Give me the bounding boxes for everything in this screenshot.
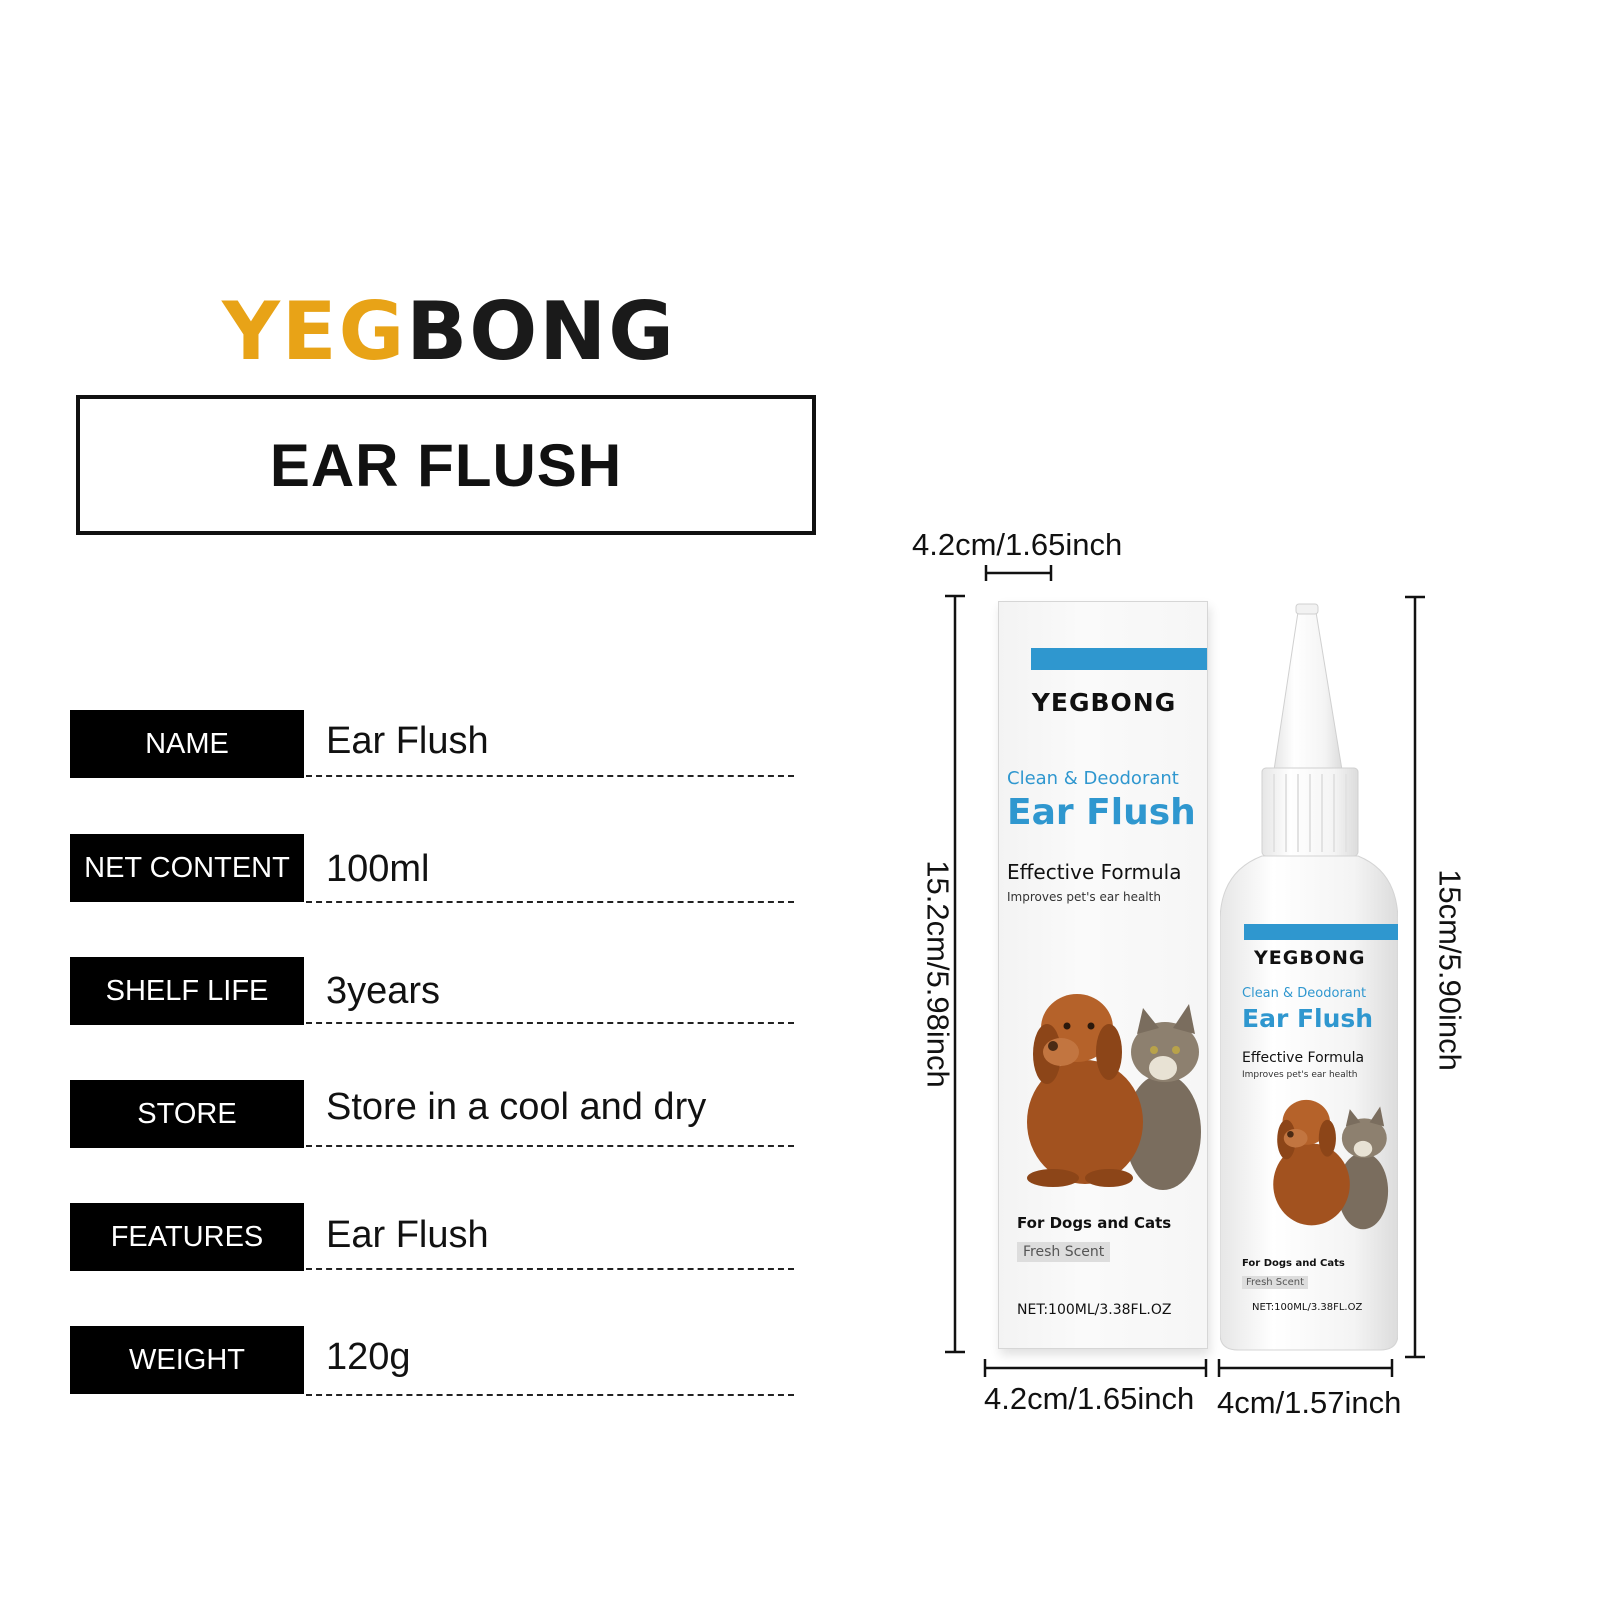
- bottle-shape: [1220, 602, 1398, 1354]
- bottle-brand: YEGBONG: [1254, 947, 1366, 969]
- bottle-formula: Effective Formula: [1242, 1050, 1365, 1066]
- spec-label-name: NAME: [70, 710, 304, 778]
- spec-label-store: STORE: [70, 1080, 304, 1148]
- bottle-tagline: Improves pet's ear health: [1242, 1070, 1358, 1080]
- brand-logo-part1: YEG: [222, 285, 407, 378]
- spec-label-features: FEATURES: [70, 1203, 304, 1271]
- box-net-content: NET:100ML/3.38FL.OZ: [1017, 1302, 1172, 1318]
- brand-logo-part2: BONG: [406, 285, 676, 378]
- bottle-net-content: NET:100ML/3.38FL.OZ: [1252, 1302, 1363, 1313]
- spec-value-name: Ear Flush: [326, 720, 489, 762]
- box-brand: YEGBONG: [1031, 688, 1177, 717]
- box-subtitle: Clean & Deodorant: [1007, 768, 1179, 789]
- dimension-box-height: 15.2cm/5.98inch: [920, 860, 956, 1088]
- dog-cat-illustration: [1013, 982, 1207, 1192]
- bottle-product-name: Ear Flush: [1242, 1004, 1374, 1033]
- spec-value-features: Ear Flush: [326, 1214, 489, 1256]
- box-accent-bar: [1031, 648, 1207, 670]
- spec-value-net-content: 100ml: [326, 848, 430, 890]
- spec-value-shelf-life: 3years: [326, 970, 441, 1012]
- bottle-for-pets: For Dogs and Cats: [1242, 1258, 1345, 1269]
- box-tagline: Improves pet's ear health: [1007, 890, 1161, 904]
- box-scent: Fresh Scent: [1017, 1242, 1110, 1262]
- spec-value-weight: 120g: [326, 1336, 411, 1378]
- dimension-box-depth: 4.2cm/1.65inch: [912, 527, 1123, 562]
- spec-label-weight: WEIGHT: [70, 1326, 304, 1394]
- dimension-bottle-height: 15cm/5.90inch: [1432, 869, 1468, 1071]
- box-product-name: Ear Flush: [1007, 792, 1196, 833]
- spec-value-store: Store in a cool and dry: [326, 1086, 707, 1128]
- bottle-subtitle: Clean & Deodorant: [1242, 986, 1367, 1001]
- box-for-pets: For Dogs and Cats: [1017, 1214, 1172, 1232]
- box-formula: Effective Formula: [1007, 860, 1182, 884]
- page-title: EAR FLUSH: [269, 431, 623, 499]
- dimension-bottle-width: 4cm/1.57inch: [1217, 1385, 1402, 1420]
- bottle-scent: Fresh Scent: [1242, 1276, 1308, 1289]
- spec-label-net-content: NET CONTENT: [70, 834, 304, 902]
- dimension-box-width: 4.2cm/1.65inch: [984, 1381, 1195, 1416]
- product-bottle: [1220, 602, 1398, 1354]
- product-box: [998, 601, 1208, 1349]
- spec-label-shelf-life: SHELF LIFE: [70, 957, 304, 1025]
